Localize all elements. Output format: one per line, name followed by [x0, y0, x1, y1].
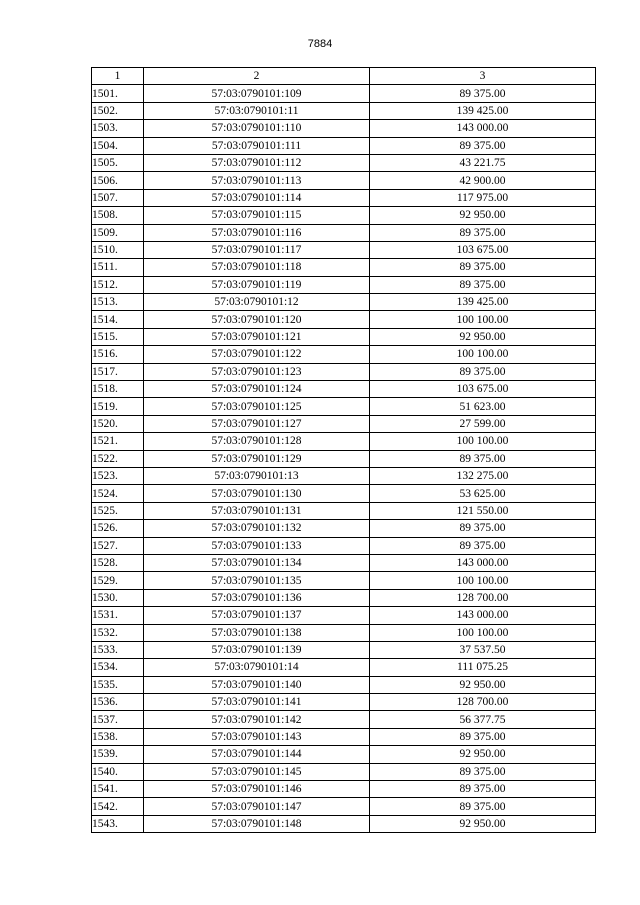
table-row — [92, 728, 596, 745]
row-number-cell: 1527. — [92, 537, 144, 554]
value-cell: 111 075.25 — [370, 659, 596, 676]
row-number-cell: 1501. — [92, 85, 144, 102]
cadastral-number-cell: 57:03:0790101:133 — [144, 537, 370, 554]
value-cell: 103 675.00 — [370, 241, 596, 258]
cadastral-number-cell: 57:03:0790101:146 — [144, 781, 370, 798]
cadastral-number-cell: 57:03:0790101:142 — [144, 711, 370, 728]
row-number-cell: 1506. — [92, 172, 144, 189]
cadastral-number-cell: 57:03:0790101:114 — [144, 189, 370, 206]
row-number-cell: 1541. — [92, 781, 144, 798]
table-row — [92, 607, 596, 624]
row-number-cell: 1542. — [92, 798, 144, 815]
table-row — [92, 781, 596, 798]
row-number-cell: 1511. — [92, 259, 144, 276]
table-row — [92, 520, 596, 537]
table-row — [92, 137, 596, 154]
table-row — [92, 624, 596, 641]
row-number-cell: 1539. — [92, 746, 144, 763]
cadastral-number-cell: 57:03:0790101:138 — [144, 624, 370, 641]
column-header-1: 1 — [92, 68, 144, 85]
table-row — [92, 572, 596, 589]
table-row — [92, 311, 596, 328]
table-row — [92, 154, 596, 171]
row-number-cell: 1537. — [92, 711, 144, 728]
cadastral-number-cell: 57:03:0790101:137 — [144, 607, 370, 624]
table-row — [92, 641, 596, 658]
row-number-cell: 1538. — [92, 728, 144, 745]
value-cell: 100 100.00 — [370, 433, 596, 450]
cadastral-number-cell: 57:03:0790101:141 — [144, 694, 370, 711]
table-row — [92, 554, 596, 571]
cadastral-number-cell: 57:03:0790101:125 — [144, 398, 370, 415]
value-cell: 37 537.50 — [370, 641, 596, 658]
value-cell: 92 950.00 — [370, 746, 596, 763]
value-cell: 121 550.00 — [370, 502, 596, 519]
value-cell: 89 375.00 — [370, 537, 596, 554]
value-cell: 56 377.75 — [370, 711, 596, 728]
value-cell: 89 375.00 — [370, 781, 596, 798]
table-row — [92, 485, 596, 502]
row-number-cell: 1534. — [92, 659, 144, 676]
value-cell: 92 950.00 — [370, 815, 596, 832]
cadastral-number-cell: 57:03:0790101:118 — [144, 259, 370, 276]
row-number-cell: 1522. — [92, 450, 144, 467]
row-number-cell: 1513. — [92, 294, 144, 311]
table-row — [92, 711, 596, 728]
row-number-cell: 1535. — [92, 676, 144, 693]
value-cell: 43 221.75 — [370, 154, 596, 171]
value-cell: 100 100.00 — [370, 624, 596, 641]
row-number-cell: 1502. — [92, 102, 144, 119]
table-row — [92, 467, 596, 484]
cadastral-number-cell: 57:03:0790101:132 — [144, 520, 370, 537]
row-number-cell: 1508. — [92, 207, 144, 224]
row-number-cell: 1530. — [92, 589, 144, 606]
row-number-cell: 1536. — [92, 694, 144, 711]
row-number-cell: 1518. — [92, 381, 144, 398]
table-row — [92, 815, 596, 832]
cadastral-number-cell: 57:03:0790101:124 — [144, 381, 370, 398]
cadastral-number-cell: 57:03:0790101:122 — [144, 346, 370, 363]
column-header-3: 3 — [370, 68, 596, 85]
value-cell: 51 623.00 — [370, 398, 596, 415]
cadastral-number-cell: 57:03:0790101:115 — [144, 207, 370, 224]
row-number-cell: 1521. — [92, 433, 144, 450]
table-row — [92, 537, 596, 554]
cadastral-number-cell: 57:03:0790101:127 — [144, 415, 370, 432]
data-table — [91, 67, 596, 833]
table-row — [92, 120, 596, 137]
table-row — [92, 328, 596, 345]
value-cell: 117 975.00 — [370, 189, 596, 206]
value-cell: 89 375.00 — [370, 363, 596, 380]
value-cell: 92 950.00 — [370, 676, 596, 693]
table-row — [92, 676, 596, 693]
row-number-cell: 1532. — [92, 624, 144, 641]
cadastral-number-cell: 57:03:0790101:130 — [144, 485, 370, 502]
value-cell: 89 375.00 — [370, 224, 596, 241]
row-number-cell: 1516. — [92, 346, 144, 363]
row-number-cell: 1525. — [92, 502, 144, 519]
value-cell: 89 375.00 — [370, 259, 596, 276]
cadastral-number-cell: 57:03:0790101:117 — [144, 241, 370, 258]
cadastral-number-cell: 57:03:0790101:131 — [144, 502, 370, 519]
table-row — [92, 694, 596, 711]
value-cell: 143 000.00 — [370, 120, 596, 137]
row-number-cell: 1515. — [92, 328, 144, 345]
table-row — [92, 85, 596, 102]
cadastral-number-cell: 57:03:0790101:135 — [144, 572, 370, 589]
row-number-cell: 1529. — [92, 572, 144, 589]
cadastral-number-cell: 57:03:0790101:120 — [144, 311, 370, 328]
row-number-cell: 1528. — [92, 554, 144, 571]
value-cell: 100 100.00 — [370, 311, 596, 328]
table-row — [92, 381, 596, 398]
cadastral-number-cell: 57:03:0790101:121 — [144, 328, 370, 345]
table-row — [92, 415, 596, 432]
row-number-cell: 1507. — [92, 189, 144, 206]
value-cell: 89 375.00 — [370, 276, 596, 293]
row-number-cell: 1543. — [92, 815, 144, 832]
table-row — [92, 450, 596, 467]
value-cell: 132 275.00 — [370, 467, 596, 484]
value-cell: 89 375.00 — [370, 763, 596, 780]
table-row — [92, 502, 596, 519]
row-number-cell: 1540. — [92, 763, 144, 780]
value-cell: 27 599.00 — [370, 415, 596, 432]
table-row — [92, 102, 596, 119]
value-cell: 128 700.00 — [370, 694, 596, 711]
value-cell: 139 425.00 — [370, 102, 596, 119]
value-cell: 92 950.00 — [370, 328, 596, 345]
cadastral-number-cell: 57:03:0790101:140 — [144, 676, 370, 693]
value-cell: 139 425.00 — [370, 294, 596, 311]
table-row — [92, 224, 596, 241]
value-cell: 89 375.00 — [370, 85, 596, 102]
table-row — [92, 589, 596, 606]
cadastral-number-cell: 57:03:0790101:128 — [144, 433, 370, 450]
value-cell: 128 700.00 — [370, 589, 596, 606]
row-number-cell: 1517. — [92, 363, 144, 380]
value-cell: 100 100.00 — [370, 572, 596, 589]
row-number-cell: 1509. — [92, 224, 144, 241]
row-number-cell: 1526. — [92, 520, 144, 537]
table-row — [92, 746, 596, 763]
cadastral-number-cell: 57:03:0790101:110 — [144, 120, 370, 137]
table-row — [92, 259, 596, 276]
table-row — [92, 172, 596, 189]
value-cell: 89 375.00 — [370, 728, 596, 745]
value-cell: 103 675.00 — [370, 381, 596, 398]
cadastral-number-cell: 57:03:0790101:111 — [144, 137, 370, 154]
cadastral-number-cell: 57:03:0790101:129 — [144, 450, 370, 467]
row-number-cell: 1512. — [92, 276, 144, 293]
page-number: 7884 — [307, 38, 333, 50]
cadastral-number-cell: 57:03:0790101:13 — [144, 467, 370, 484]
cadastral-number-cell: 57:03:0790101:113 — [144, 172, 370, 189]
cadastral-number-cell: 57:03:0790101:14 — [144, 659, 370, 676]
row-number-cell: 1510. — [92, 241, 144, 258]
row-number-cell: 1504. — [92, 137, 144, 154]
row-number-cell: 1531. — [92, 607, 144, 624]
table-row — [92, 763, 596, 780]
cadastral-number-cell: 57:03:0790101:148 — [144, 815, 370, 832]
table-row — [92, 659, 596, 676]
row-number-cell: 1524. — [92, 485, 144, 502]
row-number-cell: 1533. — [92, 641, 144, 658]
row-number-cell: 1505. — [92, 154, 144, 171]
row-number-cell: 1503. — [92, 120, 144, 137]
cadastral-number-cell: 57:03:0790101:123 — [144, 363, 370, 380]
cadastral-number-cell: 57:03:0790101:112 — [144, 154, 370, 171]
table-row — [92, 398, 596, 415]
column-header-2: 2 — [144, 68, 370, 85]
cadastral-number-cell: 57:03:0790101:11 — [144, 102, 370, 119]
table-row — [92, 363, 596, 380]
cadastral-number-cell: 57:03:0790101:136 — [144, 589, 370, 606]
value-cell: 53 625.00 — [370, 485, 596, 502]
row-number-cell: 1519. — [92, 398, 144, 415]
row-number-cell: 1523. — [92, 467, 144, 484]
value-cell: 89 375.00 — [370, 137, 596, 154]
table-header-row — [92, 68, 596, 85]
value-cell: 143 000.00 — [370, 554, 596, 571]
cadastral-number-cell: 57:03:0790101:119 — [144, 276, 370, 293]
cadastral-number-cell: 57:03:0790101:147 — [144, 798, 370, 815]
table-row — [92, 346, 596, 363]
row-number-cell: 1520. — [92, 415, 144, 432]
table-row — [92, 207, 596, 224]
table-row — [92, 276, 596, 293]
cadastral-number-cell: 57:03:0790101:134 — [144, 554, 370, 571]
table-row — [92, 433, 596, 450]
value-cell: 89 375.00 — [370, 798, 596, 815]
value-cell: 89 375.00 — [370, 450, 596, 467]
table-row — [92, 241, 596, 258]
cadastral-number-cell: 57:03:0790101:143 — [144, 728, 370, 745]
value-cell: 143 000.00 — [370, 607, 596, 624]
table-row — [92, 798, 596, 815]
value-cell: 92 950.00 — [370, 207, 596, 224]
table-row — [92, 189, 596, 206]
table-row — [92, 294, 596, 311]
cadastral-number-cell: 57:03:0790101:109 — [144, 85, 370, 102]
table-body — [92, 85, 596, 833]
cadastral-number-cell: 57:03:0790101:145 — [144, 763, 370, 780]
cadastral-number-cell: 57:03:0790101:12 — [144, 294, 370, 311]
value-cell: 42 900.00 — [370, 172, 596, 189]
cadastral-number-cell: 57:03:0790101:139 — [144, 641, 370, 658]
row-number-cell: 1514. — [92, 311, 144, 328]
value-cell: 100 100.00 — [370, 346, 596, 363]
value-cell: 89 375.00 — [370, 520, 596, 537]
cadastral-number-cell: 57:03:0790101:116 — [144, 224, 370, 241]
cadastral-number-cell: 57:03:0790101:144 — [144, 746, 370, 763]
